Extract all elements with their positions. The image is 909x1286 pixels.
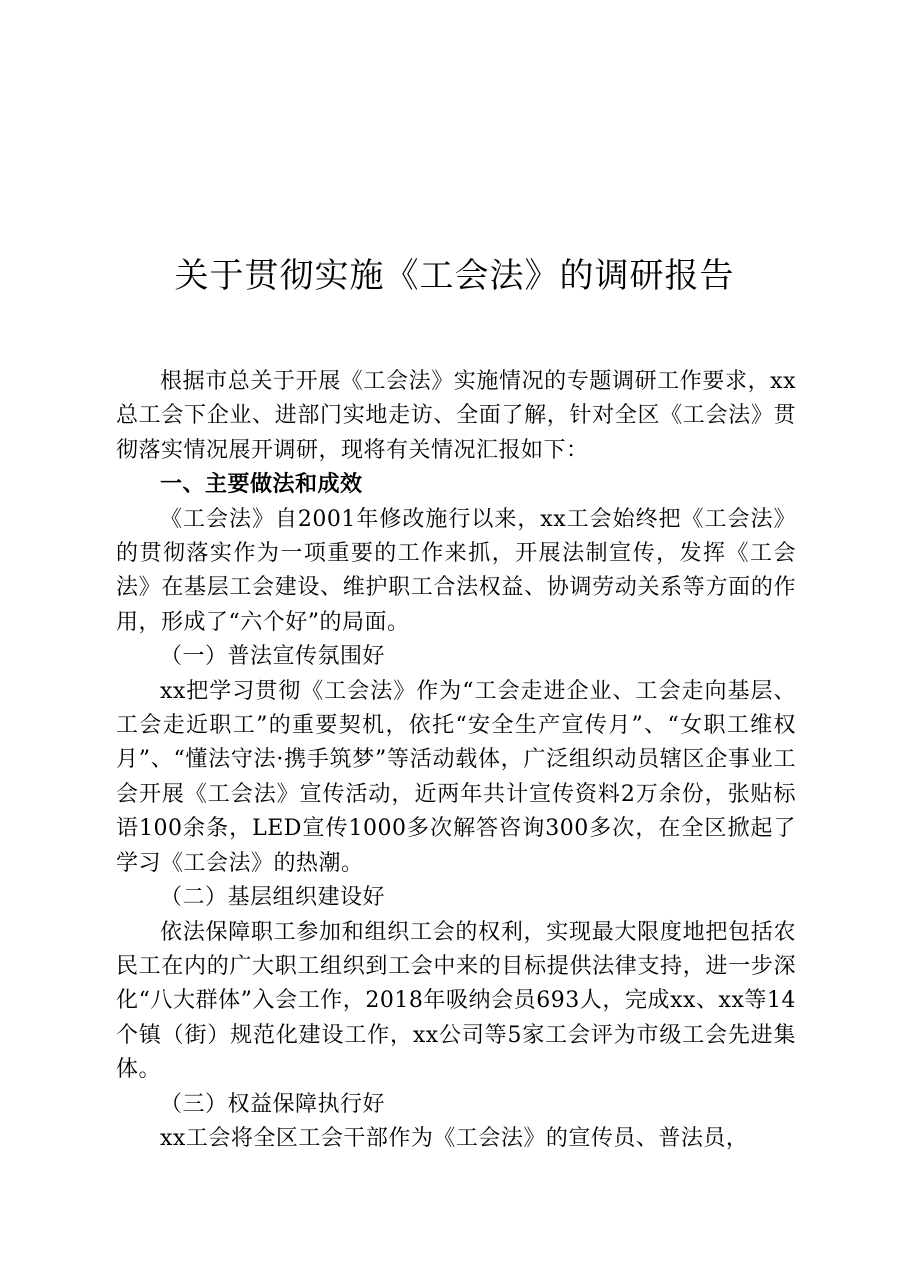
document-title: 关于贯彻实施《工会法》的调研报告 — [174, 256, 735, 296]
subheading-grassroots: （二）基层组织建设好 — [160, 885, 386, 911]
subheading-publicity: （一）普法宣传氛围好 — [160, 644, 386, 670]
intro-paragraph: 根据市总关于开展《工会法》实施情况的专题调研工作要求，xx总工会下企业、进部门实地走访、全面了解，针对全区《工会法》贯彻落实情况展开调研，现将有关情况汇报如下： — [116, 369, 796, 463]
paragraph-grassroots: 依法保障职工参加和组织工会的权利，实现最大限度地把包括农民工在内的广大职工组织到工会中来的目标提供法律支持，进一步深化“八大群体”入会工作，2018年吸纳会员693人，完成xx、xx等14个镇（街）规范化建设工作，xx公司等5家工会评为市级工会先进集体。 — [116, 919, 796, 1083]
paragraph-publicity: xx把学习贯彻《工会法》作为“工会走进企业、工会走向基层、工会走近职工”的重要契机，依托“安全生产宣传月”、“女职工维权月”、“懂法守法·携手筑梦”等活动载体，广泛组织动员辖区企事业工会开展《工会法》宣传活动，近两年共计宣传资料2万余份，张贴标语100余条，LED宣传1000多次解答咨询300多次，在全区掀起了学习《工会法》的热潮。 — [116, 678, 796, 876]
section-heading-main-practices: 一、主要做法和成效 — [160, 472, 363, 498]
section-paragraph-main-practices: 《工会法》自2001年修改施行以来，xx工会始终把《工会法》的贯彻落实作为一项重要的工作来抓，开展法制宣传，发挥《工会法》在基层工会建设、维护职工合法权益、协调劳动关系等方面的作用，形成了“六个好”的局面。 — [116, 506, 796, 635]
paragraph-rights: xx工会将全区工会干部作为《工会法》的宣传员、普法员， — [160, 1125, 749, 1151]
document-body — [116, 365, 796, 1156]
subheading-rights: （三）权益保障执行好 — [160, 1091, 386, 1117]
